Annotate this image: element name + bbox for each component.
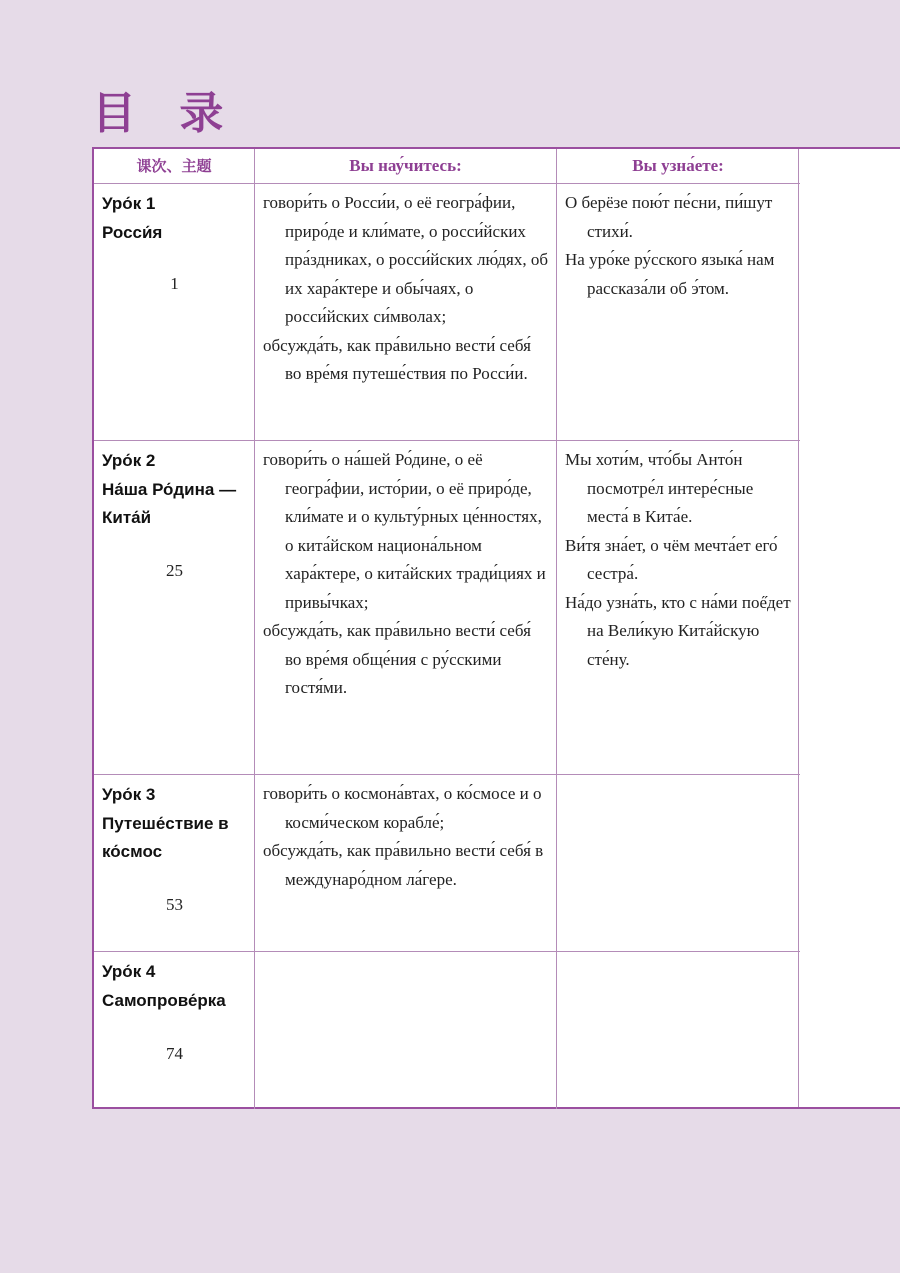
find-out-item: Ви́тя зна́ет, о чём мечта́ет его́ сестра́. xyxy=(565,535,778,583)
find-out-item: На уро́ке ру́сского языка́ нам рассказа́ли об э́том. xyxy=(565,250,775,298)
table-row xyxy=(94,775,800,952)
learn-item: обсужда́ть, как пра́вильно вести́ себя́ во вре́мя обще́ния с ру́сскими гостя́ми. xyxy=(263,621,531,697)
page-title: 目 录 xyxy=(92,88,238,139)
learn-item: говори́ть о на́шей Ро́дине, о её геогра́фии, исто́рии, о её приро́де, кли́мате и о культу́рных це́нностях, о кита́йском национа́льном хара́ктере, о кита́йских тради́циях и привы́чках; xyxy=(263,450,546,612)
table-row xyxy=(94,184,800,441)
lesson-topic: Путеше́ствие в ко́смос xyxy=(102,813,229,861)
lesson-number: Уро́к 4 xyxy=(102,962,156,981)
lesson-number: Уро́к 2 xyxy=(102,451,156,470)
header-lesson-topic: 课次、主题 xyxy=(136,157,212,175)
find-out-item: На́до узна́ть, кто с на́ми поe̋дет на Вели́кую Кита́йскую сте́ну. xyxy=(565,592,791,669)
header-you-will-learn: Вы нау́читесь: xyxy=(349,156,462,175)
table-row xyxy=(94,952,800,1109)
page-number: 25 xyxy=(166,561,183,580)
table-header-row xyxy=(94,149,800,184)
contents-table xyxy=(92,147,900,1109)
header-you-will-find-out: Вы узна́ете: xyxy=(632,156,724,175)
lesson-topic: Росси́я xyxy=(102,222,163,242)
learn-item: говори́ть о космона́втах, о ко́смосе и о косми́ческом корабле́; xyxy=(263,784,542,832)
learn-item: говори́ть о Росси́и, о её геогра́фии, приро́де и кли́мате, о росси́йских пра́здниках, о росси́йских лю́дях, об их хара́ктере и обы́чаях, о росси́йских си́мволах; xyxy=(263,193,548,326)
learn-item: обсужда́ть, как пра́вильно вести́ себя́ во вре́мя путеше́ствия по Росси́и. xyxy=(263,335,531,383)
lesson-number: Уро́к 3 xyxy=(102,785,156,804)
page-number: 1 xyxy=(170,274,179,293)
find-out-item: О берёзе пою́т пе́сни, пи́шут стихи́. xyxy=(565,193,773,241)
page-number: 74 xyxy=(166,1044,183,1063)
lesson-number: Уро́к 1 xyxy=(102,194,156,213)
page-number: 53 xyxy=(166,895,183,914)
learn-item: обсужда́ть, как пра́вильно вести́ себя́ в междунаро́дном ла́гере. xyxy=(263,841,544,889)
table-row xyxy=(94,441,800,775)
lesson-topic: На́ша Ро́дина — Кита́й xyxy=(102,479,237,527)
find-out-item: Мы хоти́м, что́бы Анто́н посмотре́л интере́сные места́ в Кита́е. xyxy=(565,450,754,526)
lesson-topic: Самопрове́рка xyxy=(102,990,226,1010)
